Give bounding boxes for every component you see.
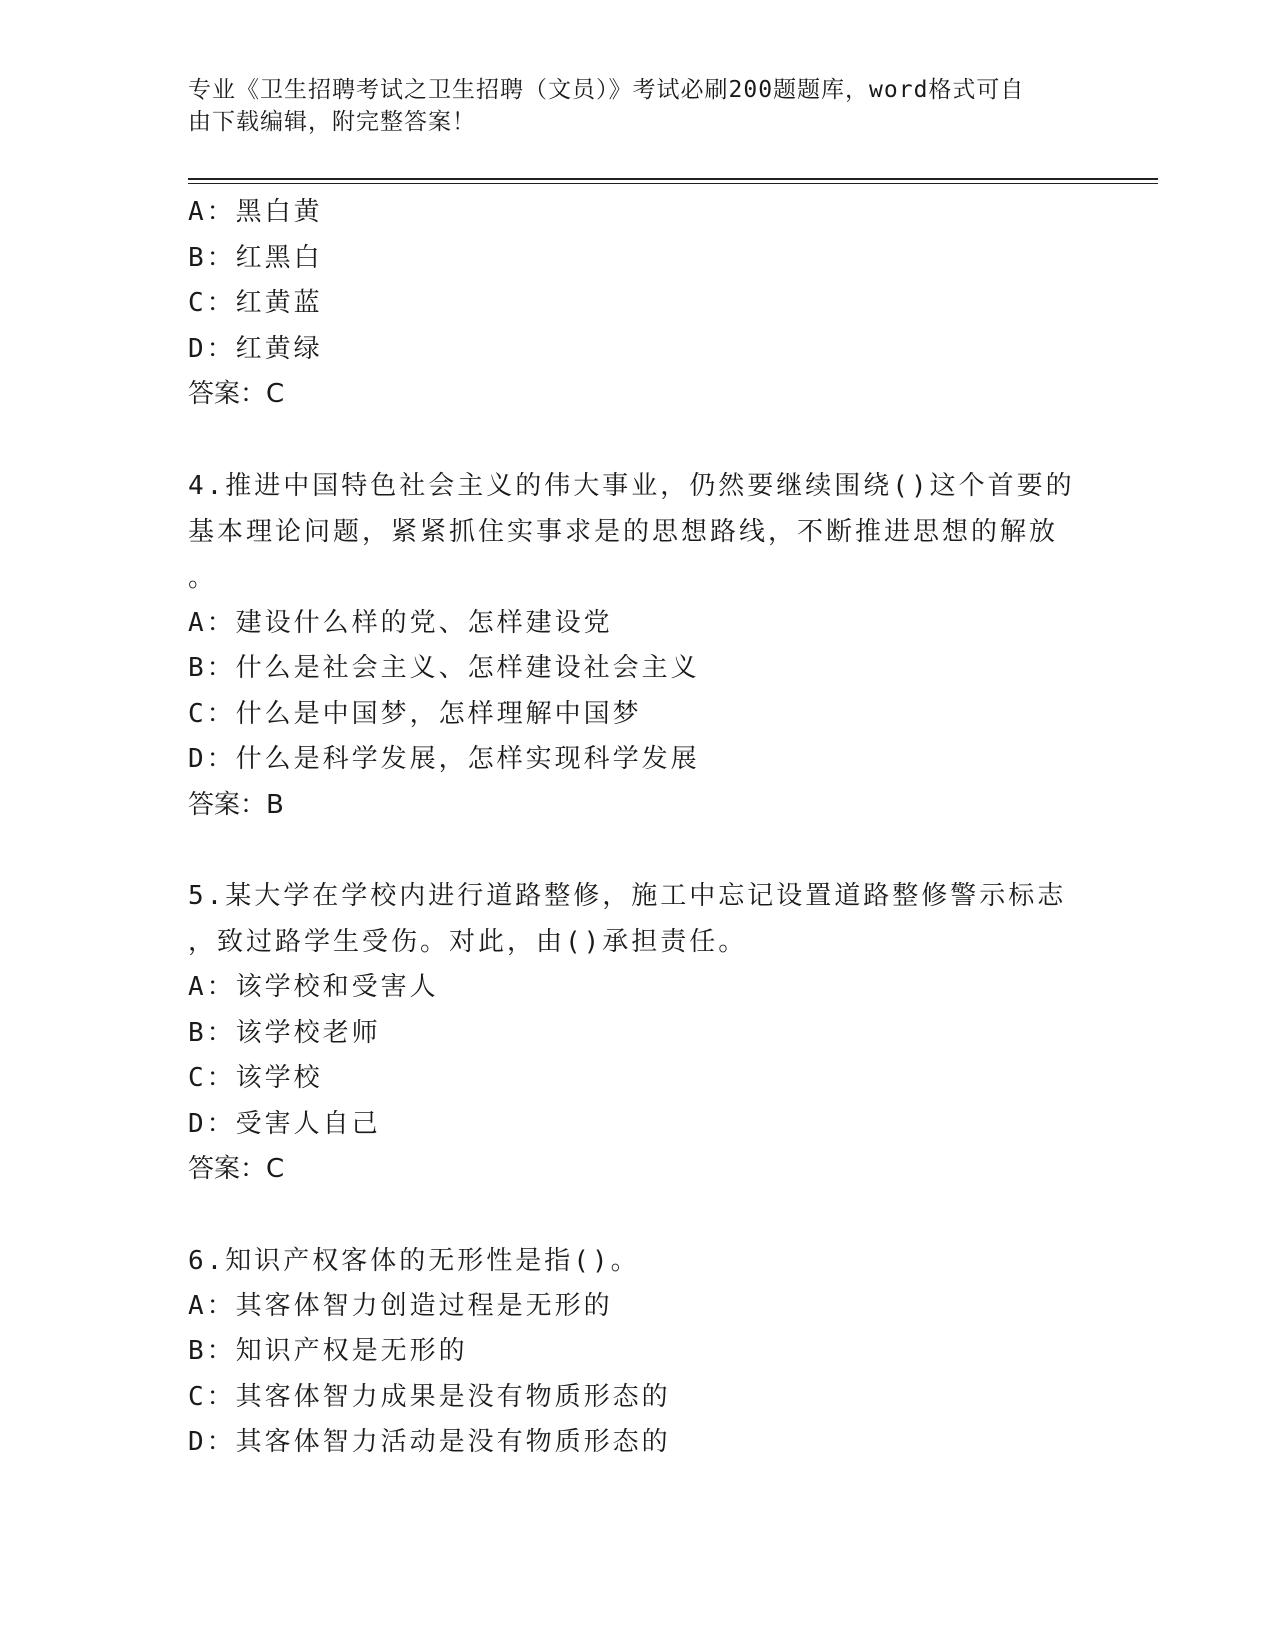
option-b: B：该学校老师: [188, 1017, 381, 1048]
stem-line-3: 。: [188, 562, 218, 593]
header-divider-thick: [188, 178, 1158, 180]
header-line-2: 由下载编辑，附完整答案！: [188, 109, 476, 135]
stem-line-1: 6.知识产权客体的无形性是指()。: [188, 1245, 640, 1276]
option-a: A：黑白黄: [188, 197, 323, 227]
question-stem: [188, 873, 1088, 965]
option-b: B：红黑白: [188, 242, 323, 273]
option-c: C：其客体智力成果是没有物质形态的: [188, 1381, 671, 1412]
option-d: D：其客体智力活动是没有物质形态的: [188, 1427, 671, 1457]
option-d: D：受害人自己: [188, 1108, 381, 1139]
question-5: [188, 873, 1088, 1193]
header-divider-thin: [188, 183, 1158, 184]
header-line-1: 专业《卫生招聘考试之卫生招聘（文员）》考试必刷200题题库，word格式可自: [188, 77, 1025, 103]
answer: 答案：C: [188, 379, 285, 409]
option-a: A：其客体智力创造过程是无形的: [188, 1290, 613, 1321]
stem-line-2: ，致过路学生受伤。对此，由()承担责任。: [188, 927, 748, 957]
answer: 答案：B: [188, 789, 284, 820]
stem-line-1: 4.推进中国特色社会主义的伟大事业，仍然要继续围绕()这个首要的: [188, 470, 1075, 501]
question-6: [188, 1238, 1088, 1466]
option-a: A：建设什么样的党、怎样建设党: [188, 607, 613, 638]
option-a: A：该学校和受害人: [188, 972, 439, 1002]
stem-line-2: 基本理论问题，紧紧抓住实事求是的思想路线，不断推进思想的解放: [188, 516, 1059, 547]
document-header: [188, 74, 1068, 138]
question-stem: [188, 463, 1088, 601]
option-c: C：红黄蓝: [188, 288, 323, 318]
option-b: B：知识产权是无形的: [188, 1336, 468, 1366]
question-stem: [188, 1238, 1088, 1284]
option-b: B：什么是社会主义、怎样建设社会主义: [188, 653, 700, 683]
option-d: D：红黄绿: [188, 333, 323, 364]
question-list: [188, 190, 1088, 1466]
stem-line-1: 5.某大学在学校内进行道路整修，施工中忘记设置道路整修警示标志: [188, 881, 1067, 911]
option-c: C：什么是中国梦，怎样理解中国梦: [188, 698, 642, 729]
option-d: D：什么是科学发展，怎样实现科学发展: [188, 744, 700, 774]
question-4: [188, 463, 1088, 829]
option-c: C：该学校: [188, 1063, 323, 1093]
question-3: [188, 190, 1088, 418]
answer: 答案：C: [188, 1154, 285, 1184]
